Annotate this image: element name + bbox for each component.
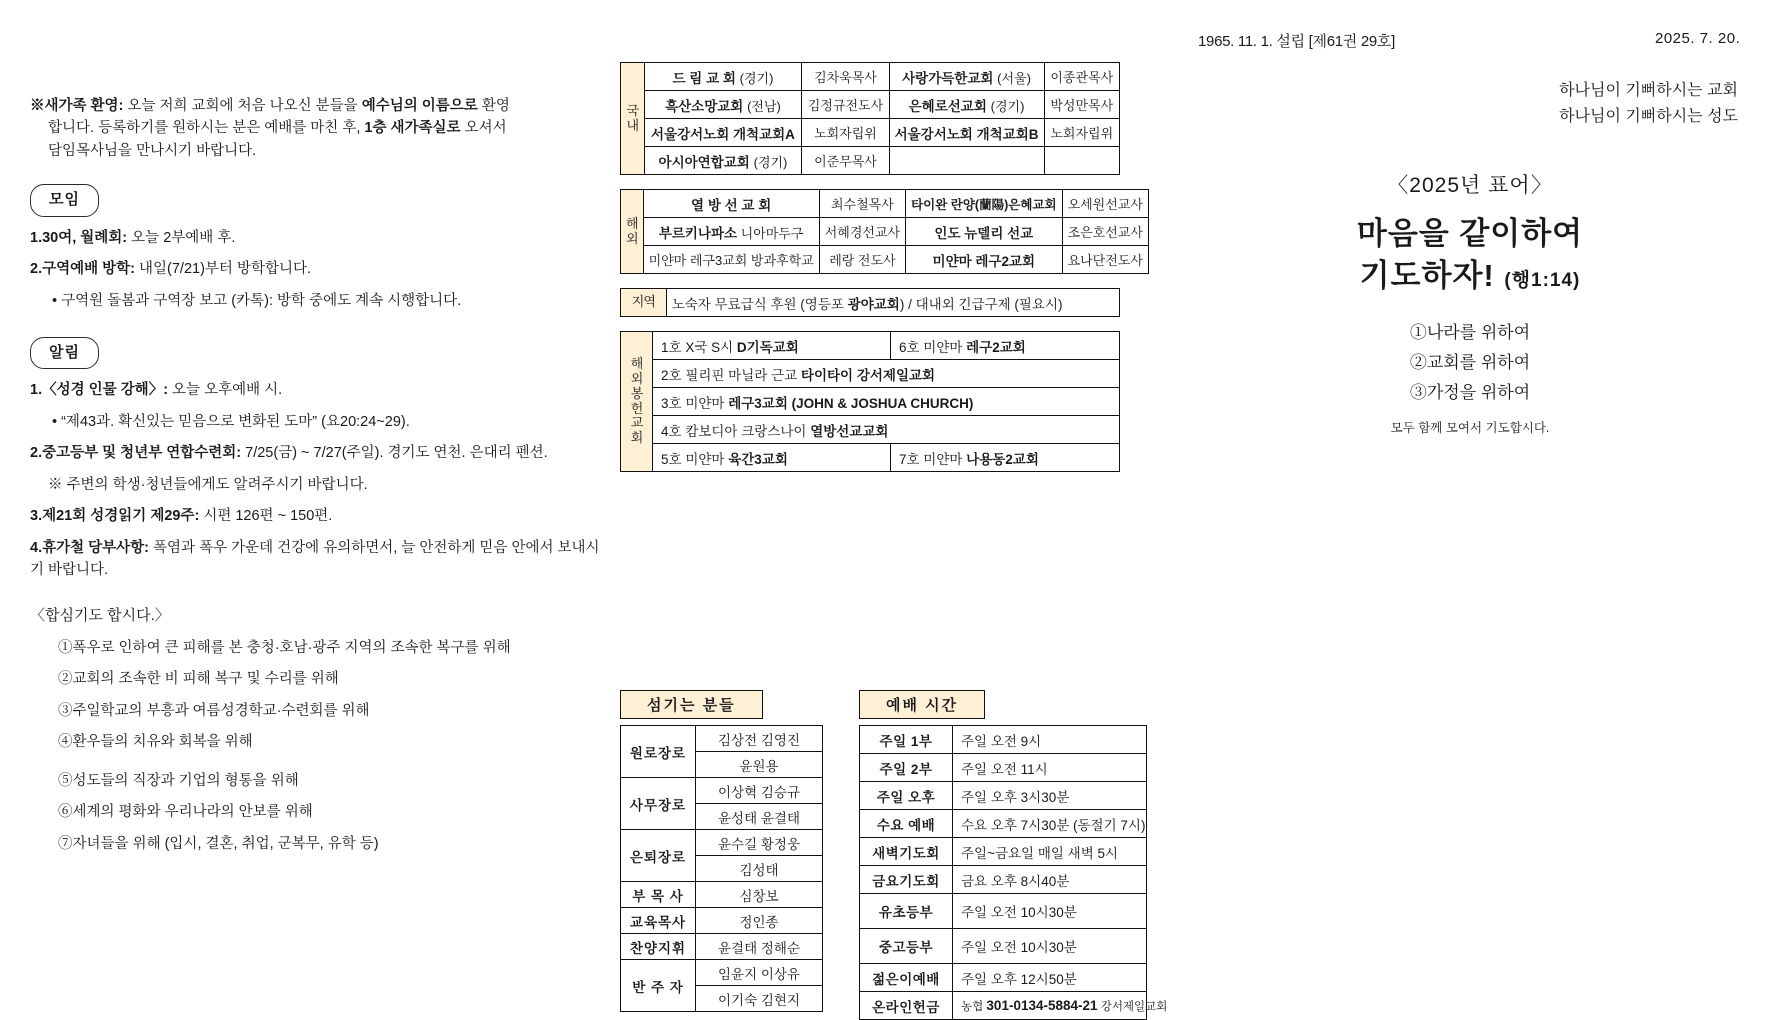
table-row (860, 866, 1147, 894)
servants-and-times (620, 690, 1168, 1020)
servants-title: 섬기는 분들 (620, 690, 763, 719)
domestic-label: 국 내 (621, 63, 645, 175)
cell: 이기숙 김현지 (696, 986, 823, 1012)
meeting-item-2-note: • 구역원 돌봄과 구역장 보고 (카톡): 방학 중에도 계속 시행합니다. (52, 292, 462, 309)
cell: 1호 X국 S시 D기독교회 (652, 332, 890, 360)
time-label: 새벽기도회 (860, 838, 953, 866)
cell: 6호 미얀마 레구2교회 (890, 332, 1119, 360)
cell: 김상전 김영진 (696, 726, 823, 752)
table-row (621, 289, 1120, 317)
table-row (621, 726, 823, 752)
notice-item-4: 4.휴가철 당부사항: 폭염과 폭우 가운데 건강에 유의하면서, 늘 안전하게 믿음 안에서 보내시기 바랍니다. (30, 539, 600, 579)
section-heading-meetings: 모임 (30, 184, 99, 216)
table-row (621, 960, 823, 986)
time-value: 수요 오후 7시30분 (동절기 7시) (953, 810, 1147, 838)
time-value: 주일 오전 10시30분 (953, 894, 1147, 929)
welcome-label: ※새가족 환영: (30, 98, 124, 114)
cell (1044, 147, 1120, 175)
table-row (860, 838, 1147, 866)
prayer-item: ④환우들의 치유와 회복을 위해 (58, 734, 253, 751)
welcome-line-3: 담임목사님을 만나시기 바랍니다. (48, 142, 257, 159)
mission-tables (620, 62, 1143, 472)
announcements-column (30, 95, 605, 864)
welcome-line-2: 합니다. 등록하기를 원하시는 분은 예배를 마친 후, 1층 새가족실로 오셔서 (48, 120, 507, 137)
cell: 5호 미얀마 육간3교회 (652, 444, 890, 472)
cell: 임윤지 이상유 (696, 960, 823, 986)
role-cell: 부 목 사 (621, 882, 696, 908)
service-times-block (859, 690, 1168, 1020)
table-row (621, 91, 1120, 119)
table-row (621, 778, 823, 804)
table-row (621, 416, 1120, 444)
domestic-mission-table (620, 62, 1120, 175)
cell: 흑산소망교회 (전남) (644, 91, 802, 119)
cell: 사랑가득한교회 (서울) (889, 63, 1044, 91)
time-label: 금요기도회 (860, 866, 953, 894)
overseas-mission-table (620, 189, 1149, 274)
cell: 4호 캄보디아 크랑스나이 열방선교교회 (652, 416, 1119, 444)
cell: 윤원용 (696, 752, 823, 778)
cell: 김성태 (696, 856, 823, 882)
cell: 조은호선교사 (1062, 218, 1148, 246)
cell: 서혜경선교사 (819, 218, 905, 246)
church-slogan (1180, 78, 1760, 131)
time-value: 주일~금요일 매일 새벽 5시 (953, 838, 1147, 866)
prayer-item: ⑥세계의 평화와 우리나라의 안보를 위해 (58, 804, 313, 821)
cell: 서울강서노회 개척교회B (889, 119, 1044, 147)
cell (889, 147, 1044, 175)
region-text: 노숙자 무료급식 후원 (영등포 광야교회) / 대내외 긴급구제 (필요시) (666, 289, 1119, 317)
cell: 3호 미얀마 레구3교회 (JOHN & JOSHUA CHURCH) (652, 388, 1119, 416)
overseas-label: 해 외 (621, 190, 644, 274)
cell: 인도 뉴델리 선교 (906, 218, 1062, 246)
table-row (621, 908, 823, 934)
role-cell: 원로장로 (621, 726, 696, 778)
cell: 노회자립위 (1044, 119, 1120, 147)
table-row (621, 388, 1120, 416)
region-label: 지역 (621, 289, 667, 317)
servants-block (620, 690, 823, 1012)
cell: 심창보 (696, 882, 823, 908)
table-row (860, 754, 1147, 782)
time-value: 주일 오후 12시50분 (953, 964, 1147, 992)
table-row (621, 882, 823, 908)
table-row (621, 147, 1120, 175)
table-row (621, 934, 823, 960)
prayer-item: ③주일학교의 부흥과 여름성경학교·수련회를 위해 (58, 702, 370, 719)
notice-item-2-note: ※ 주변의 학생·청년들에게도 알려주시기 바랍니다. (48, 476, 368, 493)
prayer-item: ⑤성도들의 직장과 기업의 형통을 위해 (58, 772, 299, 789)
section-heading-notices: 알림 (30, 337, 99, 369)
cell: 윤성태 윤결태 (696, 804, 823, 830)
table-row (860, 810, 1147, 838)
cell: 최수철목사 (819, 190, 905, 218)
cell: 김차욱목사 (802, 63, 889, 91)
cell: 드 림 교 회 (경기) (644, 63, 802, 91)
table-row (621, 63, 1120, 91)
prayer-item: ②교회의 조속한 비 피해 복구 및 수리를 위해 (58, 671, 339, 688)
cell: 미얀마 레구3교회 방과후학교 (643, 246, 819, 274)
role-cell: 반 주 자 (621, 960, 696, 1012)
notice-item-1: 1.〈성경 인물 강해〉: 오늘 오후예배 시. (30, 382, 283, 399)
cell: 타이완 란양(蘭陽)은혜교회 (906, 190, 1062, 218)
motto-line-1: 마음을 같이하여 (1356, 215, 1584, 251)
time-value: 주일 오전 9시 (953, 726, 1147, 754)
cell: 미얀마 레구2교회 (906, 246, 1062, 274)
issue-date: 2025. 7. 20. (1655, 30, 1741, 47)
table-row (860, 929, 1147, 964)
cell: 이준무목사 (802, 147, 889, 175)
cell: 정인종 (696, 908, 823, 934)
table-row (621, 218, 1149, 246)
time-value: 금요 오후 8시40분 (953, 866, 1147, 894)
servants-table (620, 725, 823, 1012)
motto-line-2: 기도하자! (행1:14) (1359, 257, 1581, 293)
meeting-item-1: 1.30여, 월례회: 오늘 2부예배 후. (30, 229, 236, 246)
cell: 7호 미얀마 나용동2교회 (890, 444, 1119, 472)
prayer-item: ⑦자녀들을 위해 (입시, 결혼, 취업, 군복무, 유학 등) (58, 835, 379, 852)
cell: 2호 필리핀 마닐라 근교 타이타이 강서제일교회 (652, 360, 1119, 388)
service-times-title: 예배 시간 (859, 690, 985, 719)
role-cell: 사무장로 (621, 778, 696, 830)
time-value: 주일 오후 3시30분 (953, 782, 1147, 810)
time-label: 중고등부 (860, 929, 953, 964)
motto-prayer-list (1180, 318, 1760, 407)
time-label: 유초등부 (860, 894, 953, 929)
motto-item: ②교회를 위하여 (1409, 353, 1531, 373)
founded-stamp: 1965. 11. 1. 설립 [제61권 29호] (1198, 33, 1395, 50)
cell: 김정규전도사 (802, 91, 889, 119)
cell: 이종관목사 (1044, 63, 1120, 91)
role-cell: 교육목사 (621, 908, 696, 934)
time-label: 수요 예배 (860, 810, 953, 838)
table-row (621, 332, 1120, 360)
time-value: 주일 오전 11시 (953, 754, 1147, 782)
cell: 노회자립위 (802, 119, 889, 147)
motto-item: ③가정을 위하여 (1409, 382, 1531, 402)
service-times-table (859, 725, 1168, 1020)
cell: 부르키나파소 니아마두구 (643, 218, 819, 246)
cell: 레랑 전도사 (819, 246, 905, 274)
cell: 윤수길 황정웅 (696, 830, 823, 856)
cell: 요나단전도사 (1062, 246, 1148, 274)
prayer-heading: 〈합심기도 합시다.〉 (30, 606, 170, 624)
cell: 은혜로선교회 (경기) (889, 91, 1044, 119)
table-row (621, 246, 1149, 274)
cell: 열 방 선 교 회 (643, 190, 819, 218)
cell: 아시아연합교회 (경기) (644, 147, 802, 175)
cell: 윤결태 정해순 (696, 934, 823, 960)
cell: 서울강서노회 개척교회A (644, 119, 802, 147)
table-row (860, 782, 1147, 810)
table-row (621, 444, 1120, 472)
cell: 이상혁 김승규 (696, 778, 823, 804)
new-family-welcome (30, 95, 605, 162)
year-motto-label: 〈2025년 표어〉 (1387, 173, 1553, 197)
overseas-support-label: 해 외 봉 헌 교 회 (621, 332, 653, 472)
online-offering-value: 농협 301-0134-5884-21 강서제일교회 (953, 992, 1147, 1020)
motto-item: ①나라를 위하여 (1409, 323, 1531, 343)
year-motto (1180, 213, 1760, 297)
notice-item-3: 3.제21회 성경읽기 제29주: 시편 126편 ~ 150편. (30, 508, 333, 525)
table-row (860, 964, 1147, 992)
time-label: 주일 1부 (860, 726, 953, 754)
slogan-line-1: 하나님이 기뻐하시는 교회 (1559, 82, 1738, 99)
role-cell: 찬양지휘 (621, 934, 696, 960)
motto-column (1180, 78, 1760, 436)
prayer-list (30, 637, 605, 855)
online-offering-label: 온라인헌금 (860, 992, 953, 1020)
cell: 오세원선교사 (1062, 190, 1148, 218)
time-label: 젊은이예배 (860, 964, 953, 992)
notice-item-4-line2: 믿음 안에서 보내시기 바랍니다. (30, 539, 600, 579)
prayer-item: ①폭우로 인하여 큰 피해를 본 충청·호남·광주 지역의 조속한 복구를 위해 (58, 639, 511, 656)
table-row (621, 360, 1120, 388)
welcome-text-1b: 환영 (477, 98, 510, 114)
overseas-supported-churches-table (620, 331, 1120, 472)
table-row (860, 726, 1147, 754)
role-cell: 은퇴장로 (621, 830, 696, 882)
welcome-emph-1: 예수님의 이름으로 (361, 98, 478, 114)
table-row (860, 992, 1147, 1020)
notice-item-1-note: • “제43과. 확신있는 믿음으로 변화된 도마” (요20:24~29). (52, 413, 410, 430)
time-value: 주일 오전 10시30분 (953, 929, 1147, 964)
table-row (621, 830, 823, 856)
cell: 박성만목사 (1044, 91, 1120, 119)
table-row (621, 119, 1120, 147)
time-label: 주일 2부 (860, 754, 953, 782)
region-support-table (620, 288, 1120, 317)
notice-item-2: 2.중고등부 및 청년부 연합수련회: 7/25(금) ~ 7/27(주일). 경기도 연천. 은대리 펜션. (30, 445, 548, 462)
time-label: 주일 오후 (860, 782, 953, 810)
table-row (621, 190, 1149, 218)
slogan-line-2: 하나님이 기뻐하시는 성도 (1559, 108, 1738, 126)
meeting-item-2: 2.구역예배 방학: 내일(7/21)부터 방학합니다. (30, 261, 312, 278)
table-row (860, 894, 1147, 929)
welcome-text-1: 오늘 저희 교회에 처음 나오신 분들을 (123, 98, 362, 114)
motto-footnote: 모두 함께 모여서 기도합시다. (1390, 420, 1550, 435)
